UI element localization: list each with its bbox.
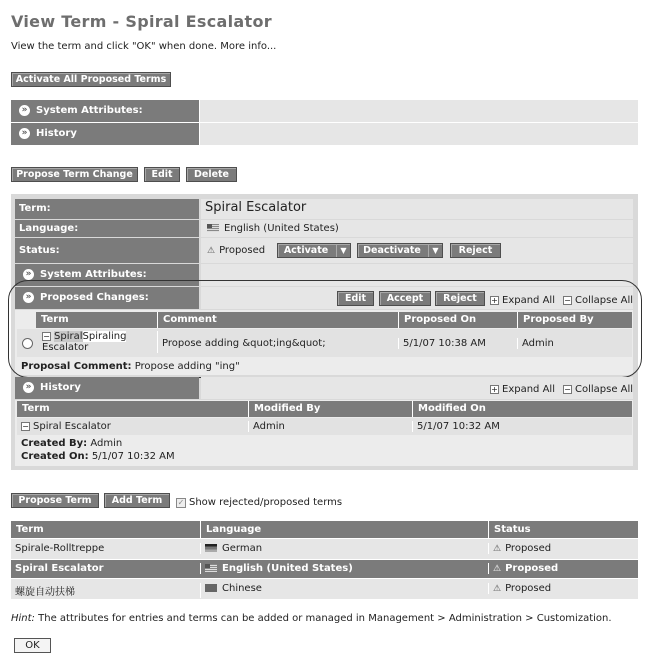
expand-icon: » [23,269,34,280]
term-system-attributes-label: System Attributes: [40,269,147,280]
more-info-link[interactable]: More info... [220,41,277,52]
created-by [21,438,122,449]
terms-row-1-status-text: Proposed [505,563,559,574]
reject-button[interactable]: Reject [450,243,501,258]
german-flag-icon [205,544,217,552]
instructions [11,41,276,52]
show-rejected-label: Show rejected/proposed terms [189,497,343,508]
us-flag-icon [207,224,219,232]
expand-icon: » [19,105,30,116]
language-value: English (United States) [224,223,339,234]
delete-term-button[interactable]: Delete [186,167,237,182]
system-attributes-toggle[interactable] [11,100,199,122]
pc-header-proposed-on: Proposed On [399,312,518,328]
ok-button[interactable]: OK [14,638,51,653]
pc-expand-all-label: Expand All [502,295,555,306]
terms-row-2-status-text: Proposed [505,583,552,594]
term-value-cell [201,199,633,219]
terms-header-status: Status [489,521,638,538]
term-history-label: History [40,382,81,393]
pc-accept-button[interactable]: Accept [379,291,431,306]
propose-term-change-button[interactable]: Propose Term Change [11,167,138,182]
show-rejected[interactable] [176,497,342,508]
terms-row-0-language-text: German [222,543,263,554]
plus-box-icon: + [491,295,498,305]
history-header-modified-on: Modified On [413,401,632,417]
pc-collapse-all-label: Collapse All [575,295,634,306]
pc-header-comment: Comment [158,312,399,328]
pc-cell-proposed-by: Admin [522,338,554,349]
deactivate-label: Deactivate [363,245,421,256]
term-old: Spiral [54,331,83,342]
proposal-comment-label: Proposal Comment: [21,361,132,372]
proposed-icon: ⚠ [207,246,216,256]
hint-path-link[interactable]: Management > Administration > Customization. [368,613,612,624]
terms-header-language: Language [201,521,489,538]
terms-row-2-status [489,583,638,594]
history-collapse-all-label: Collapse All [575,384,634,395]
minus-box-icon: − [564,384,571,394]
proposal-comment-value: Propose adding "ing" [134,361,240,372]
created-on-value: 5/1/07 10:32 AM [91,451,175,462]
deactivate-button[interactable] [357,243,443,258]
highlight-outline [8,280,642,378]
terms-row-1-language [201,563,489,574]
terms-row-1-language-text: English (United States) [222,563,353,574]
history-collapse-all[interactable] [563,384,633,395]
terms-row-0-term[interactable]: Spirale-Rolltreppe [11,543,201,554]
status-value-wrap [207,245,265,256]
created-on [21,451,175,462]
pc-cell-proposed-on: 5/1/07 10:38 AM [399,338,518,349]
hint-label: Hint: [11,613,35,624]
collapse-icon: » [23,382,34,393]
history-expand-all[interactable] [490,384,555,395]
hint-text: The attributes for entries and terms can be added or managed in [38,613,366,624]
term-history-toggle[interactable] [15,377,199,399]
activate-button[interactable] [277,243,351,258]
pc-header-proposed-by: Proposed By [518,312,632,328]
history-term: Spiral Escalator [33,421,111,432]
terms-row-2-language-text: Chinese [222,583,262,594]
proposed-icon: ⚠ [493,544,502,554]
chinese-flag-icon [205,584,217,592]
history-cell-modified-on: 5/1/07 10:32 AM [417,421,500,432]
history-header-modified-by: Modified By [249,401,413,417]
terms-header-term: Term [11,521,201,538]
edit-term-button[interactable]: Edit [144,167,180,182]
chevron-down-icon[interactable]: ▼ [336,244,350,257]
activate-all-button[interactable]: Activate All Proposed Terms [11,72,171,87]
system-attributes-label: System Attributes: [36,105,143,116]
terms-row-0-status [489,543,638,554]
language-value-wrap [207,223,339,234]
term-new: Spiraling [82,331,127,342]
terms-row-0-language [201,543,489,554]
minus-box-icon[interactable]: − [43,331,50,341]
created-on-label: Created On: [21,451,89,462]
add-term-button[interactable]: Add Term [104,493,170,508]
pc-reject-button[interactable]: Reject [435,291,485,306]
status-label: Status: [15,238,199,263]
proposed-icon: ⚠ [493,584,502,594]
term-rest: Escalator [42,342,89,353]
history-cell-modified-by: Admin [249,421,413,432]
language-label: Language: [15,220,199,237]
instructions-text: View the term and click "OK" when done. [11,41,218,52]
collapse-icon: » [23,292,34,303]
page-title: View Term - Spiral Escalator [11,12,272,31]
created-by-value: Admin [90,438,123,449]
language-value-cell [201,220,633,237]
status-value: Proposed [219,245,266,256]
history-expand-all-label: Expand All [502,384,555,395]
proposed-icon: ⚠ [493,564,502,574]
term-label: Term: [15,199,199,219]
minus-box-icon[interactable]: − [22,421,29,431]
term-value: Spiral Escalator [205,200,307,215]
terms-row-2-language [201,583,489,594]
system-attributes-value [200,100,638,122]
hint [11,613,612,624]
pc-cell-comment: Propose adding &quot;ing&quot; [158,338,399,349]
pc-header-term: Term [36,312,158,328]
terms-row-1-status [489,563,638,574]
minus-box-icon: − [564,295,571,305]
chevron-down-icon[interactable]: ▼ [428,244,442,257]
history-toggle[interactable] [11,123,199,145]
expand-icon: » [19,128,30,139]
activate-label: Activate [283,245,329,256]
plus-box-icon: + [491,384,498,394]
propose-term-button[interactable]: Propose Term [11,493,99,508]
history-header-term: Term [17,401,249,417]
terms-row-2-term[interactable]: 螺旋自动扶梯 [11,583,201,598]
history-cell-term [17,421,249,432]
history-value [200,123,638,145]
created-by-label: Created By: [21,438,88,449]
us-flag-icon [205,564,217,572]
proposed-changes-label: Proposed Changes: [40,292,149,303]
terms-row-1-term[interactable]: Spiral Escalator [11,563,201,574]
history-label: History [36,128,77,139]
show-rejected-checkbox[interactable]: ✓ [177,498,185,507]
pc-edit-button[interactable]: Edit [337,291,374,306]
terms-row-0-status-text: Proposed [505,543,552,554]
